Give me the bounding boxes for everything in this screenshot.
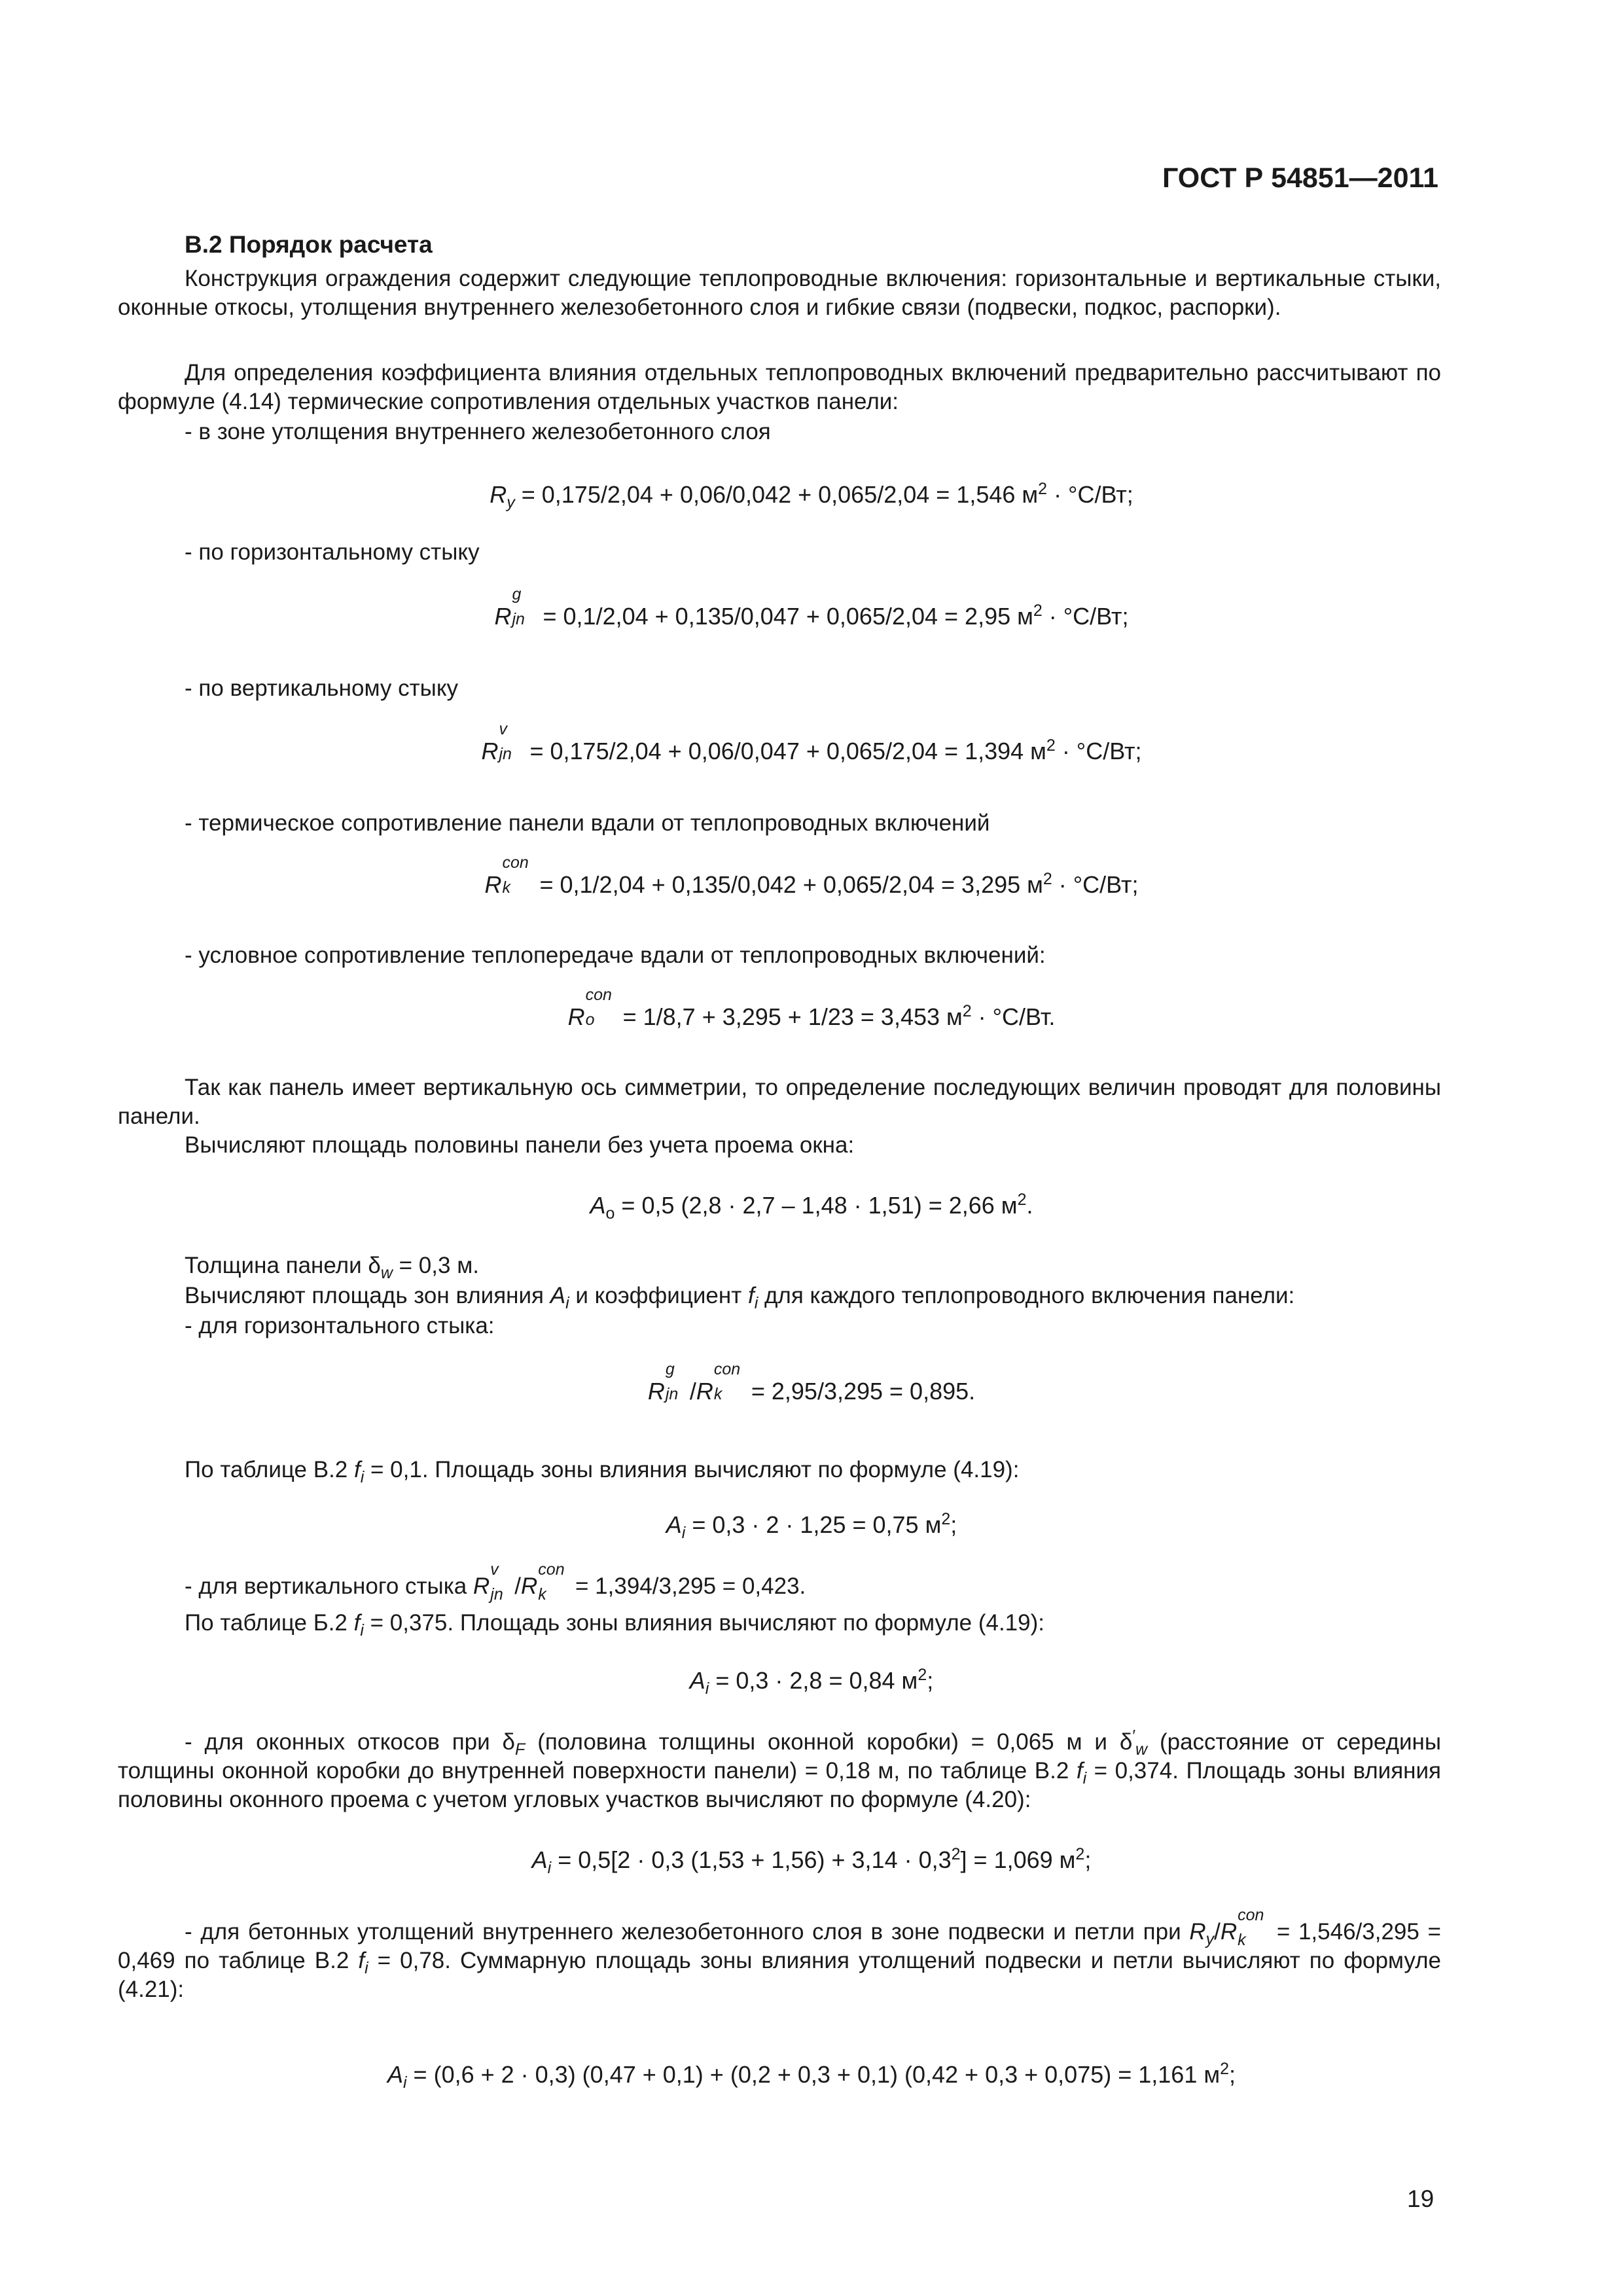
paragraph-table-vertical: По таблице Б.2 $f_i = 0,375$. Площадь зоны влияния вычисляют по формуле (4.19): bbox=[185, 1610, 1044, 1640]
equation-ai-thickening: $A_i = (0,6 + 2 \cdot 0,3) (0,47 + 0,1) + (0,2 + 0,3 + 0,1) (0,42 + 0,3 + 0,075) = 1,161$ $м^2$; bbox=[387, 2060, 1236, 2092]
paragraph-symmetry: Так как панель имеет вертикальную ось симметрии, то определение последующих величин проводят для половины панели. bbox=[118, 1075, 1441, 1129]
list-item-conditional-resistance: - условное сопротивление теплопередаче вдали от теплопроводных включений: bbox=[185, 942, 1046, 968]
equation-rjn-g: R g jn = 0,1/2,04 + 0,135/0,047 + 0,065/2,04 = 2,95 $м^2 \cdot ^\circ С/Вт$; bbox=[494, 585, 1129, 630]
list-item-vertical-joint-2: - для вертикального стыка R v jn /R con k = 1,394/3,295 = 0,423. bbox=[185, 1560, 806, 1604]
list-item-thickening-zone: - в зоне утолщения внутреннего железобетонного слоя bbox=[185, 419, 771, 444]
equation-ry: $R_y = 0,175/2,04 + 0,06/0,042 + 0,065/2,04 = 1,546$ $м^2 \cdot ^\circ С/Вт$; bbox=[490, 480, 1133, 512]
equation-ro-con: R con о = 1/8,7 + 3,295 + 1/23 = 3,453 $м^2 \cdot ^\circ С/Вт$. bbox=[567, 986, 1056, 1030]
paragraph-method: Для определения коэффициента влияния отдельных теплопроводных включений предварительно рассчитывают по формуле (4.14) термические сопротивления отдельных участков панели: bbox=[118, 360, 1441, 414]
list-item-horizontal-joint: - по горизонтальному стыку bbox=[185, 539, 480, 565]
equation-ai-horizontal: $A_i = 0,3 \cdot 2 \cdot 1,25 = 0,75$ $м^2$; bbox=[666, 1510, 957, 1543]
paragraph-thickness: Толщина панели $\delta_w = 0,3$ м. bbox=[185, 1253, 479, 1282]
equation-rjn-v: R v jn = 0,175/2,04 + 0,06/0,047 + 0,065/2,04 = 1,394 $м^2 \cdot ^\circ С/Вт$; bbox=[481, 720, 1142, 764]
page-number: 19 bbox=[1407, 2185, 1435, 2212]
paragraph-table-horizontal: По таблице В.2 $f_i = 0,1$. Площадь зоны влияния вычисляют по формуле (4.19): bbox=[185, 1457, 1020, 1486]
paragraph-half-area: Вычисляют площадь половины панели без учета проема окна: bbox=[185, 1132, 855, 1158]
paragraph-window-slopes: - для оконных откосов при $\delta_F$ (половина толщины оконной коробки) = 0,065 м и $\delta'_w$ (расстояние от середины толщины оконной коробки до внутренней поверхности панели) = 0,18 м, по таблице В.2 $f_i = 0,374$. Площадь зоны влияния половины оконного проема с учетом угловых участков вычисляют по формуле (4.20): bbox=[118, 1727, 1441, 1812]
list-item-panel-resistance: - термическое сопротивление панели вдали от теплопроводных включений bbox=[185, 810, 990, 836]
equation-ai-vertical: $A_i = 0,3 \cdot 2,8 = 0,84$ $м^2$; bbox=[689, 1666, 934, 1698]
equation-ratio-horizontal: R g jn /R con k = 2,95/3,295 = 0,895. bbox=[647, 1360, 976, 1405]
list-item-horizontal-joint-2: - для горизонтального стыка: bbox=[185, 1313, 495, 1338]
paragraph-influence-zones: Вычисляют площадь зон влияния $A_i$ и коэффициент $f_i$ для каждого теплопроводного включения панели: bbox=[185, 1283, 1295, 1312]
equation-rk-con: R con k = 0,1/2,04 + 0,135/0,042 + 0,065/2,04 = 3,295 $м^2 \cdot ^\circ С/Вт$; bbox=[484, 853, 1139, 898]
list-item-vertical-joint: - по вертикальному стыку bbox=[185, 675, 459, 701]
equation-ao: $A_о = 0,5$ (2,8 · 2,7 – 1,48 · 1,51) = 2,66 $м^2$. bbox=[590, 1191, 1033, 1223]
paragraph-concrete-thickening: - для бетонных утолщений внутреннего железобетонного слоя в зоне подвески и петли при $R_y/R$ con k = 1,546/3,295 = 0,469 по таблице В.2 $f_i = 0,78$. Суммарную площадь зоны влияния утолщений подвески и петли вычисляют по формуле (4.21): bbox=[118, 1906, 1442, 2002]
equation-ai-window: $A_i = 0,5[2 \cdot 0,3$ $(1,53 + 1,56) + 3,14 \cdot 0,3^2] = 1,069$ $м^2$; bbox=[531, 1845, 1092, 1878]
section-title: В.2 Порядок расчета bbox=[185, 231, 433, 258]
paragraph-inclusions: Конструкция ограждения содержит следующие теплопроводные включения: горизонтальные и вертикальные стыки, оконные откосы, утолщения внутреннего железобетонного слоя и гибкие связи (подвески, подкос, распорки). bbox=[118, 266, 1441, 320]
standard-code: ГОСТ Р 54851—2011 bbox=[1162, 162, 1438, 194]
